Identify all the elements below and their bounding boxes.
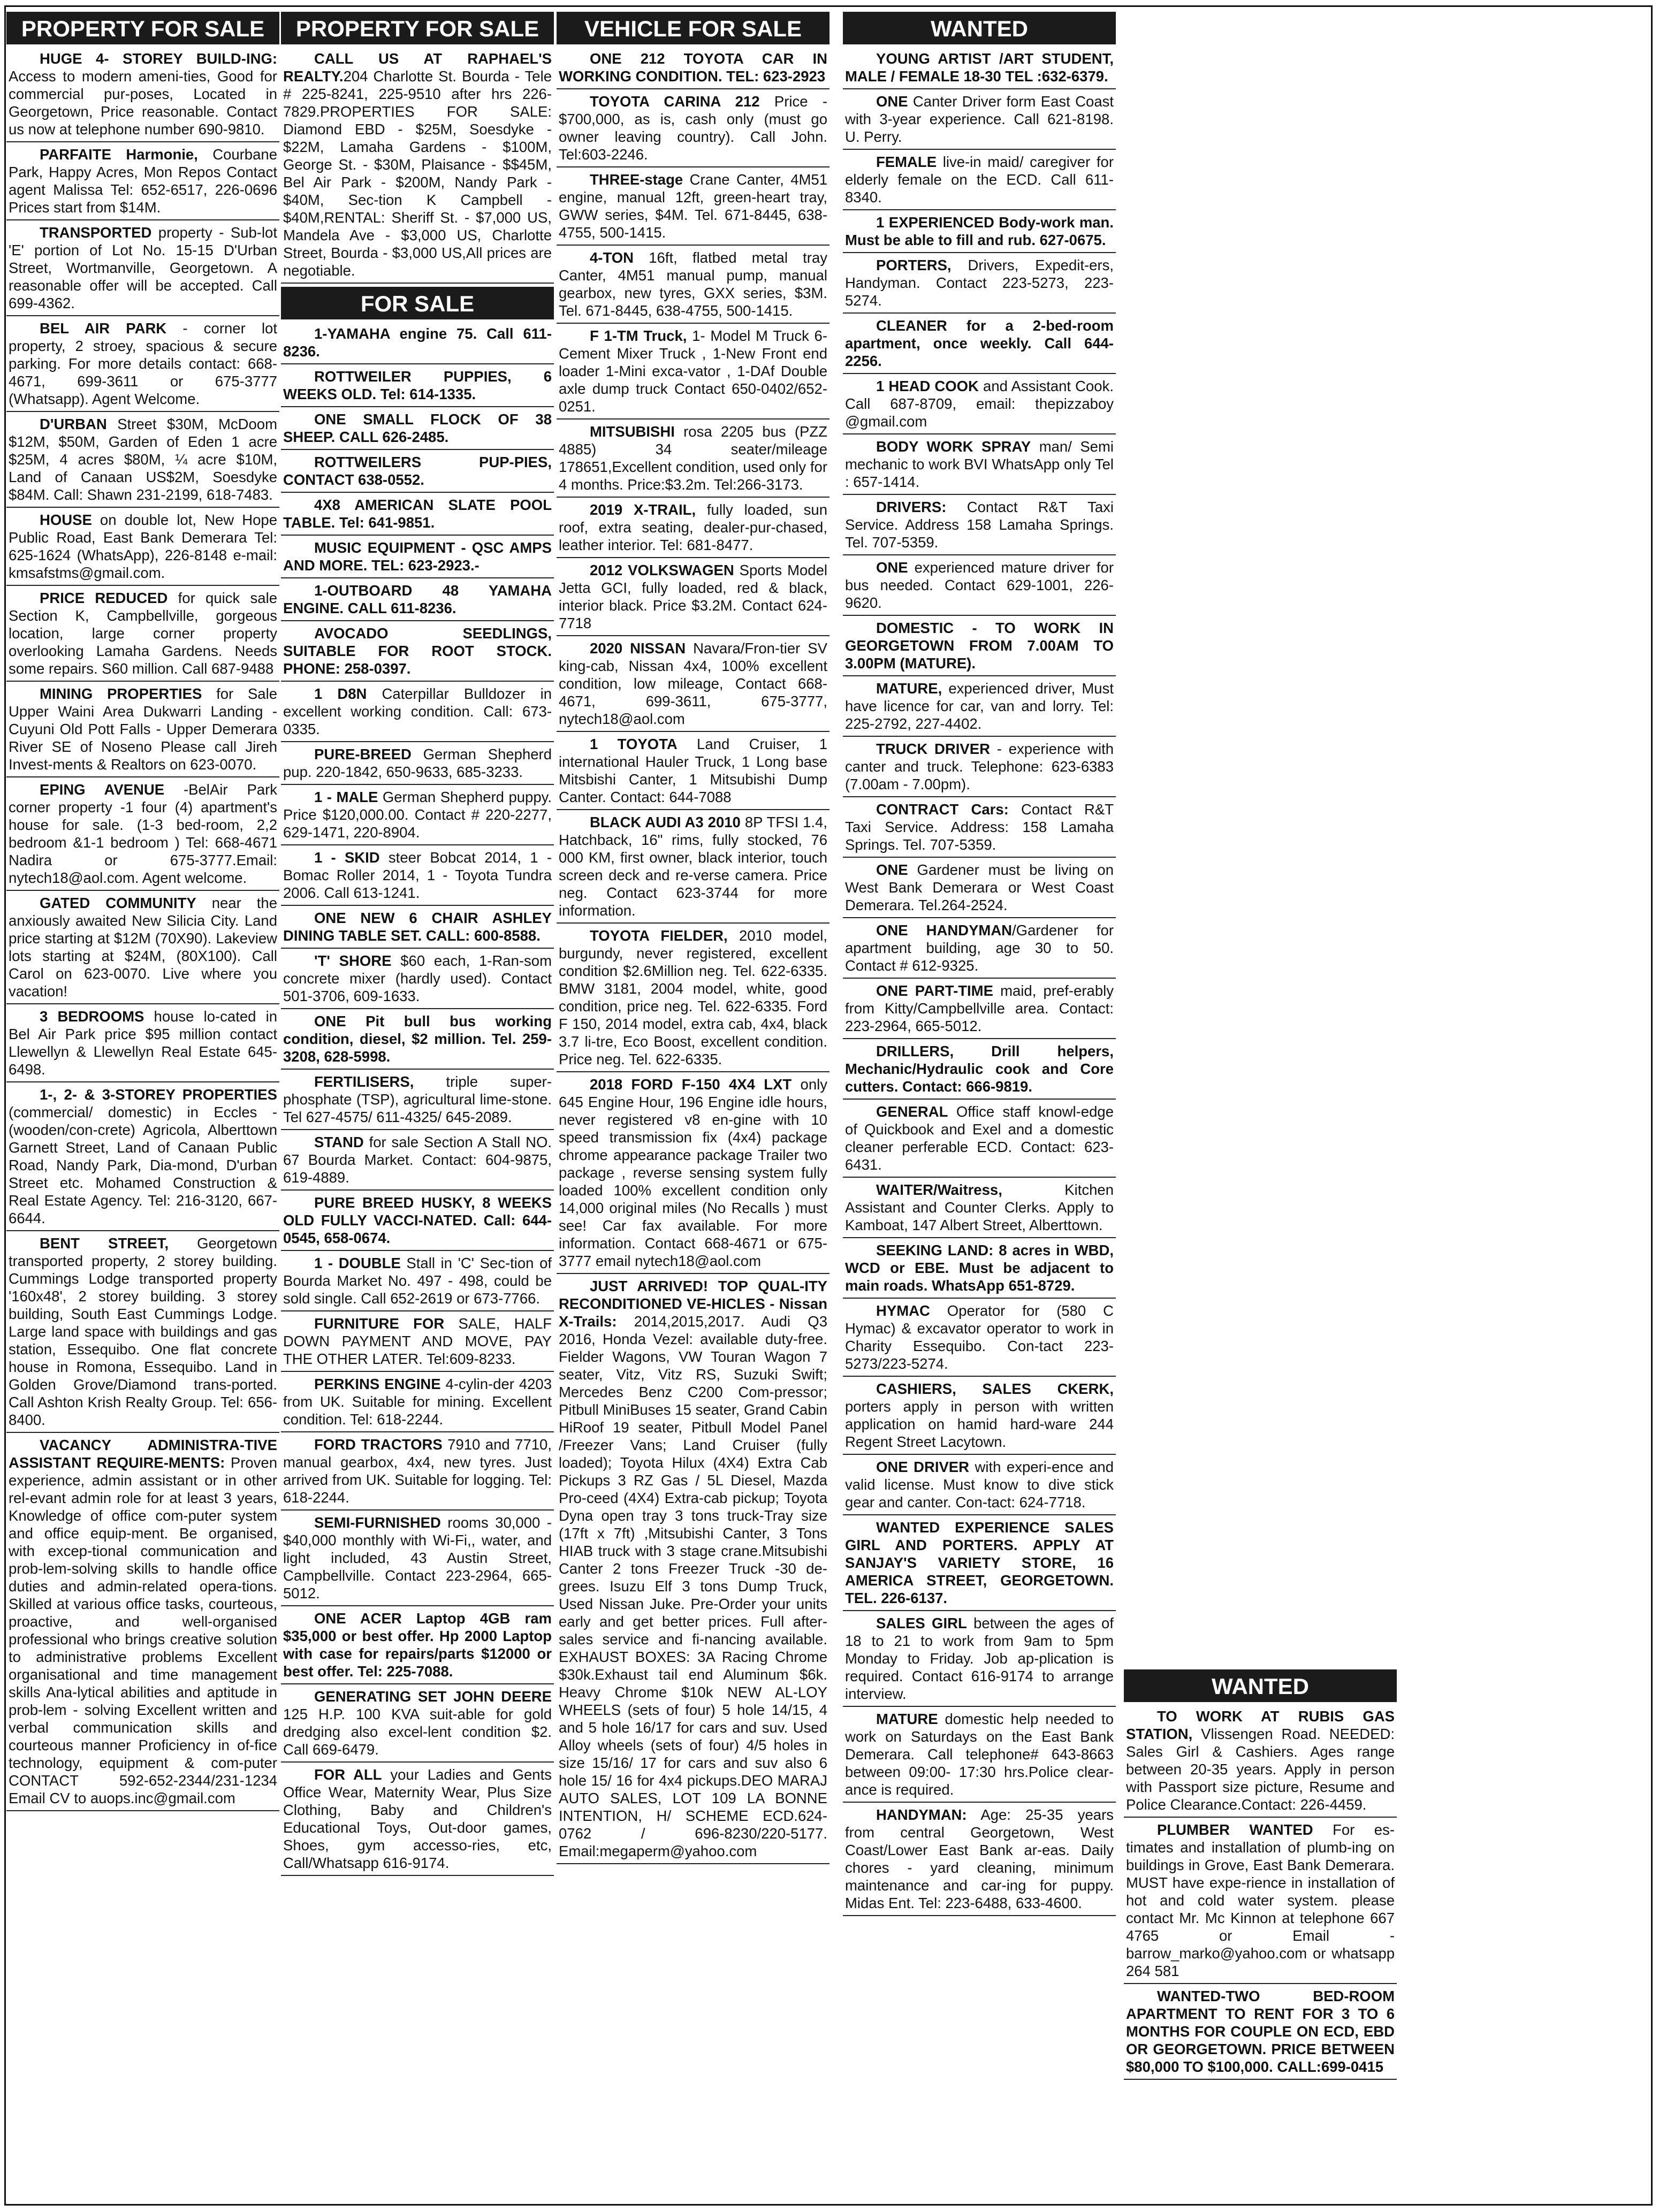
- ad-lead: CONTRACT Cars:: [876, 801, 1009, 818]
- ad-lead: 1 D8N: [314, 685, 367, 702]
- ad-lead: FEMALE: [876, 154, 937, 170]
- ad-text: Stall in 'C' Sec-tion of Bourda Market No. 497 - 498, could be sold single. Call 652-2619 or 673-7766.: [283, 1255, 552, 1307]
- classified-ad: [1124, 1820, 1397, 1984]
- ad-text: experienced driver, Must have licence for car, van and lorry. Tel: 225-2792, 227-4402.: [845, 680, 1114, 732]
- ad-text: $60 each, 1-Ran-som concrete mixer (hardly used). Contact 501-3706, 609-1633.: [283, 952, 552, 1004]
- classified-ad: [843, 1709, 1116, 1803]
- classified-ad: [843, 376, 1116, 434]
- classified-ad: [6, 223, 279, 316]
- ad-lead: 2012 VOLKSWAGEN: [590, 562, 734, 578]
- column-4: [843, 12, 1116, 1918]
- ad-text: triple super-phosphate (TSP), agricultural lime-stone. Tel 627-4575/ 611-4325/ 645-2089.: [283, 1073, 552, 1125]
- ad-text: Vlissengen Road. NEEDED: Sales Girl & Cashiers. Ages range between 20-35 years. Apply in person with Passport size picture, Resume and Police Clearance.Contact: 226-4459.: [1126, 1726, 1395, 1813]
- classified-ad: [281, 744, 554, 785]
- ad-lead: F 1-TM Truck,: [590, 327, 687, 344]
- classified-ad: [281, 1513, 554, 1606]
- ad-lead: 2018 FORD F-150 4X4 LXT: [590, 1076, 792, 1093]
- classified-ad: [843, 255, 1116, 314]
- ad-text: German Shepherd pup. 220-1842, 650-9633, 685-3233.: [283, 746, 552, 780]
- ad-lead: D'URBAN: [40, 416, 107, 432]
- column-2: [281, 12, 554, 1878]
- classified-ad: [281, 848, 554, 906]
- ad-text: Street $30M, McDoom $12M, $50M, Garden of Eden 1 acre $25M, 4 acres $80M, ¼ acre $10M, Land of Canaan US$2M, Soesdyke $84M. Call: Shawn 231-2199, 618-7483.: [9, 416, 277, 503]
- classified-ad: [843, 739, 1116, 797]
- classified-ad: [281, 1765, 554, 1876]
- ad-text: Operator for (580 C Hymac) & excavator operator to work in Charity Essequibo. Con-tact 223-5273/223-5274.: [845, 1302, 1114, 1372]
- classified-ad: [281, 1132, 554, 1191]
- ad-text: Canter Driver form East Coast with 3-year experience. Call 621-8198. U. Perry.: [845, 93, 1114, 145]
- ad-lead: 1 - SKID: [314, 849, 380, 866]
- ad-lead: ONE: [876, 861, 908, 878]
- ad-text: Georgetown transported property, 2 storey building. Cummings Lodge transported property '160x48', 2 storey building. 3 storey building, South East Cummings Lodge. Large land space with buildings and gas station, Essequibo. One flat concrete house in Romona, Essequibo. Land in Golden Grove/Diamond trans-ported. Call Ashton Krish Realty Group. Tel: 656-8400.: [9, 1235, 277, 1428]
- classified-ad: [6, 414, 279, 508]
- classified-ad: [843, 152, 1116, 210]
- ad-lead: BENT STREET,: [40, 1235, 169, 1252]
- classified-ad: [843, 437, 1116, 495]
- ad-lead: 2020 NISSAN: [590, 640, 686, 657]
- classified-ad: [843, 1301, 1116, 1377]
- classified-ad: [281, 1435, 554, 1511]
- classified-ad: [281, 495, 554, 536]
- ad-text: Office staff knowl-edge of Quickbook and Exel and a domestic cleaner perferable ECD. Contact: 623-6431.: [845, 1103, 1114, 1173]
- ad-lead: GENERATING SET JOHN DEERE: [314, 1688, 552, 1705]
- ad-lead: CASHIERS, SALES CKERK,: [876, 1380, 1114, 1397]
- classified-ad: [557, 49, 830, 89]
- classified-ad: [6, 588, 279, 682]
- ad-text: steer Bobcat 2014, 1 - Bomac Roller 2014, 1 - Toyota Tundra 2006. Call 613-1241.: [283, 849, 552, 901]
- ad-text: Contact R&T Taxi Service. Address 158 Lamaha Springs. Tel. 707-5359.: [845, 499, 1114, 551]
- ad-text: property - Sub-lot 'E' portion of Lot No. 15-15 D'Urban Street, Wortmanville, Georgetown. A reasonable offer will be accepted. Call 699-4362.: [9, 224, 277, 311]
- ad-lead: 4X8 AMERICAN SLATE POOL TABLE. Tel: 641-9851.: [283, 497, 552, 531]
- ad-lead: ONE: [876, 93, 908, 110]
- classified-ad: [557, 560, 830, 636]
- classified-ad: [281, 49, 554, 284]
- ad-text: maid, pref-erably from Kitty/Campbellville area. Contact: 223-2964, 665-5012.: [845, 982, 1114, 1034]
- ad-lead: FERTILISERS,: [314, 1073, 414, 1090]
- classified-ad: [557, 170, 830, 246]
- ad-text: Access to modern ameni-ties, Good for commercial pur-poses, Located in Georgetown, Price reasonable. Contact us now at telephone number 690-9810.: [9, 68, 277, 138]
- ad-lead: SALES GIRL: [876, 1615, 967, 1631]
- classified-ad: [6, 1435, 279, 1811]
- classified-ad: [843, 1517, 1116, 1611]
- ad-text: 1- Model M Truck 6-Cement Mixer Truck , 1-New Front end loader 1-Mini exca-vator , 1-DAf Double axle dump truck Contact 650-0402/652-0251.: [559, 327, 827, 415]
- classified-ad: [843, 618, 1116, 676]
- classified-ad: [6, 1233, 279, 1433]
- ad-lead: TO WORK AT RUBIS GAS STATION,: [1126, 1708, 1395, 1742]
- ad-text: German Shepherd puppy. Price $120,000.00. Contact # 220-2277, 629-1471, 220-8904.: [283, 789, 552, 841]
- ad-text: Caterpillar Bulldozer in excellent working condition. Call: 673-0335.: [283, 685, 552, 737]
- ad-text: your Ladies and Gents Office Wear, Maternity Wear, Plus Size Clothing, Baby and Children's Educational Toys, Out-door games, Shoes, gym accesso-ries, etc, Call/Whatsapp 616-9174.: [283, 1766, 552, 1871]
- ad-lead: DRILLERS, Drill helpers, Mechanic/Hydraulic cook and Core cutters. Contact: 666-9819.: [845, 1043, 1114, 1095]
- ad-text: 2010 model, burgundy, never registered, excellent condition $2.6Million neg. Tel. 622-6335. BMW 3181, 2004 model, white, good condition, price neg. Tel. 622-6335. Ford F 150, 2014 model, extra cab, 4x4, black 3.7 li-tre, Eco Boost, excellent condition. Price neg. Tel. 622-6335.: [559, 927, 827, 1067]
- ad-text: (commercial/ domestic) in Eccles - (wooden/con-crete) Agricola, Alberttown Garnett Street, Land of Canaan Public Road, Nandy Park, Dia-mond, D'urban Street etc. Mohamed Construction & Real Estate Agency. Tel: 216-3120, 667-6644.: [9, 1104, 277, 1226]
- classified-ad: [281, 787, 554, 845]
- ad-lead: BODY WORK SPRAY: [876, 438, 1031, 455]
- classified-ad: [281, 409, 554, 450]
- ad-lead: ONE Pit bull bus working condition, diesel, $2 million. Tel. 259-3208, 628-5998.: [283, 1013, 552, 1065]
- ad-lead: THREE-stage: [590, 171, 683, 188]
- ad-text: Drivers, Expedit-ers, Handyman. Contact 223-5273, 223-5274.: [845, 257, 1114, 309]
- classified-ad: [843, 91, 1116, 150]
- ad-lead: HUGE 4- STOREY BUILD-ING:: [40, 50, 277, 67]
- classified-ad: [557, 812, 830, 924]
- ad-lead: 4-TON: [590, 249, 634, 266]
- ad-lead: ROTTWEILER PUPPIES, 6 WEEKS OLD. Tel: 614-1335.: [283, 368, 552, 402]
- ad-lead: MINING PROPERTIES: [40, 685, 202, 702]
- ad-text: - experience with canter and truck. Telephone: 623-6383 (7.00am - 7.00pm).: [845, 741, 1114, 792]
- classified-ad: [6, 510, 279, 586]
- ad-text: man/ Semi mechanic to work BVI WhatsApp only Tel : 657-1414.: [845, 438, 1114, 490]
- ad-lead: MATURE: [876, 1711, 938, 1727]
- ad-text: and Assistant Cook. Call 687-8709, email: thepizzaboy @gmail.com: [845, 378, 1114, 430]
- ad-text: for Sale Upper Waini Area Dukwarri Landing -Cuyuni Old Pott Falls - Upper Demerara River SE of Noseno Please call Jireh Invest-ments & Realtors on 623-0070.: [9, 685, 277, 773]
- classified-ad: [557, 1276, 830, 1864]
- ad-text: Navara/Fron-tier SV king-cab, Nissan 4x4, 100% excellent condition, low mileage, Contact 668-4671, 699-3611, 675-3777, nytech18@aol.com: [559, 640, 827, 727]
- classified-ad: [6, 893, 279, 1004]
- ad-lead: HOUSE: [40, 512, 92, 528]
- ad-lead: 3 BEDROOMS: [40, 1008, 144, 1025]
- ad-lead: DOMESTIC - TO WORK IN GEORGETOWN FROM 7.00AM TO 3.00PM (MATURE).: [845, 620, 1114, 672]
- ad-lead: ONE NEW 6 CHAIR ASHLEY DINING TABLE SET. CALL: 600-8588.: [283, 910, 552, 944]
- classified-ad: [6, 318, 279, 412]
- ad-text: between the ages of 18 to 21 to work from 9am to 5pm Monday to Friday. Job ap-plication is required. Contact 616-9174 to arrange interview.: [845, 1615, 1114, 1702]
- classified-ad: [281, 1314, 554, 1372]
- ad-text: Price - $700,000, as is, cash only (must go owner leaving country). Call John. Tel:603-2246.: [559, 93, 828, 163]
- ad-lead: 1-YAMAHA engine 75. Call 611-8236.: [283, 325, 552, 360]
- ad-text: on double lot, New Hope Public Road, East Bank Demerara Tel: 625-1624 (WhatsApp), 226-8148 e-mail: kmsafstms@gmail.com.: [9, 512, 277, 581]
- ad-lead: CALL US AT RAPHAEL'S REALTY.: [283, 50, 552, 85]
- classified-ad: [843, 558, 1116, 616]
- ad-lead: DRIVERS:: [876, 499, 947, 515]
- ad-text: For es-timates and installation of plumb-ing on buildings in Grove, East Bank Demerara. MUST have expe-rience in installation of hot and cold water system. please contact Mr. Mc Kinnon at telephone 667 4765 or Email - barrow_marko@yahoo.com or whatsapp 264 581: [1126, 1821, 1395, 1979]
- classified-ad: [843, 678, 1116, 737]
- ad-text: for quick sale Section K, Campbellville, gorgeous location, large corner property overlooking Lamaha Gardens. Needs some repairs. S60 million. Call 687-9488: [9, 590, 277, 677]
- classified-ad: [1124, 1706, 1397, 1818]
- ad-text: with experi-ence and valid license. Must know to dive stick gear and canter. Con-tact: 624-7718.: [845, 1459, 1114, 1511]
- ad-text: 8P TFSI 1.4, Hatchback, 16" rims, fully stocked, 76 000 KM, first owner, black interior, touch screen deck and re-verse camera. Price neg. Contact 623-3744 for more information.: [559, 814, 827, 919]
- classified-ad: [281, 1193, 554, 1251]
- ad-text: Age: 25-35 years from central Georgetown, West Coast/Lower East Bank ar-eas. Daily chores - yard cleaning, minimum maintenance and car-ing for puppy. Midas Ent. Tel: 223-6488, 633-4600.: [845, 1806, 1114, 1911]
- ad-text: for sale Section A Stall NO. 67 Bourda Market. Contact: 604-9875, 619-4889.: [283, 1134, 552, 1186]
- ad-lead: PLUMBER WANTED: [1157, 1821, 1313, 1838]
- classified-ad: [843, 1102, 1116, 1178]
- classified-ad: [6, 49, 279, 142]
- classified-ad: [6, 1085, 279, 1231]
- ad-lead: SEMI-FURNISHED: [314, 1514, 441, 1531]
- ad-lead: 2019 X-TRAIL,: [590, 501, 696, 518]
- ad-lead: EPING AVENUE: [40, 781, 165, 798]
- ad-text: Courbane Park, Happy Acres, Mon Repos Contact agent Malissa Tel: 652-6517, 226-0696 Prices start from $14M.: [9, 146, 277, 216]
- ad-lead: STAND: [314, 1134, 364, 1150]
- ad-lead: PURE BREED HUSKY, 8 WEEKS OLD FULLY VACCI-NATED. Call: 644-0545, 658-0674.: [283, 1194, 552, 1246]
- classified-ad: [557, 734, 830, 810]
- classified-ad: [281, 908, 554, 949]
- ad-lead: BEL AIR PARK: [40, 320, 167, 337]
- ad-lead: CLEANER for a 2-bed-room apartment, once weekly. Call 644-2256.: [845, 317, 1114, 369]
- classified-ad: [281, 951, 554, 1009]
- ad-lead: 1-, 2- & 3-STOREY PROPERTIES: [40, 1086, 277, 1103]
- classified-ad: [6, 780, 279, 891]
- classified-ad: [281, 684, 554, 742]
- classified-ad: [1124, 1986, 1397, 2080]
- ad-text: house lo-cated in Bel Air Park price $95 million contact Llewellyn & Llewellyn Real Estate 645-6498.: [9, 1008, 277, 1078]
- classified-ad: [843, 1041, 1116, 1100]
- ad-text: 125 H.P. 100 KVA suit-able for gold dredging also excel-lent condition $2. Call 669-6479.: [283, 1706, 552, 1758]
- ad-text: Kitchen Assistant and Counter Clerks. Apply to Kamboat, 147 Albert Street, Alberttown.: [845, 1181, 1114, 1233]
- classified-ad: [843, 1180, 1116, 1238]
- column-5: [1124, 1669, 1397, 2082]
- ad-lead: JUST ARRIVED! TOP QUAL-ITY RECONDITIONED VE-HICLES - Nissan X-Trails:: [559, 1278, 827, 1330]
- ad-text: Contact R&T Taxi Service. Address: 158 Lamaha Springs. Tel. 707-5359.: [845, 801, 1114, 853]
- ad-text: only 645 Engine Hour, 196 Engine idle hours, never registered v8 en-gine with 10 speed transmission fix (4x4) package chrome appearance package Trailer two package , reverse sensing system fully loaded 100% excellent condition only 14,000 original miles (No Recalls ) must see! Car fax available. For more information. Contact 668-4671 or 675-3777 email nytech18@aol.com: [559, 1076, 828, 1269]
- ad-text: 16ft, flatbed metal tray Canter, 4M51 manual pump, manual gearbox, new tyres, GXX series, $3M. Tel. 671-8445, 638-4755, 500-1415.: [559, 249, 827, 319]
- ad-lead: AVOCADO SEEDLINGS, SUITABLE FOR ROOT STOCK. PHONE: 258-0397.: [283, 625, 552, 677]
- classified-ad: [281, 1011, 554, 1070]
- ad-text: live-in maid/ caregiver for elderly female on the ECD. Call 611-8340.: [845, 154, 1114, 205]
- ad-lead: 1-OUTBOARD 48 YAMAHA ENGINE. CALL 611-8236.: [283, 582, 552, 616]
- ad-lead: ONE HANDYMAN: [876, 922, 1013, 939]
- section-header: VEHICLE FOR SALE: [557, 12, 830, 44]
- ad-lead: PRICE REDUCED: [40, 590, 168, 606]
- ad-text: porters apply in person with written application on hamid hard-ware 244 Regent Street Lacytown.: [845, 1398, 1114, 1450]
- classified-ad: [843, 1240, 1116, 1299]
- classified-ad: [6, 144, 279, 220]
- ad-text: 204 Charlotte St. Bourda - Tele # 225-8241, 225-9510 after hrs 226-7829.PROPERTIES FOR SALE: Diamond EBD - $25M, Soesdyke - $22M, Lamaha Gardens - $100M, George St. - $30M, Plaisance - $$45M, Bel Air Park - $200M, Nandy Park - $40M, Sec-tion K Campbell - $40M,RENTAL: Sheriff St. - $7,000 US, Mandela Ave - $3,000 US, Charlotte Street, Bourda - $3,000 US,All prices are negotiable.: [283, 68, 552, 279]
- column-1: [6, 12, 279, 1813]
- ad-text: Gardener must be living on West Bank Demerara or West Coast Demerara. Tel.264-2524.: [845, 861, 1114, 913]
- ad-lead: VACANCY ADMINISTRA-TIVE ASSISTANT REQUIRE-MENTS:: [9, 1437, 277, 1471]
- classified-ad: [843, 1613, 1116, 1707]
- ad-lead: TOYOTA CARINA 212: [590, 93, 760, 110]
- section-header: FOR SALE: [281, 287, 554, 319]
- ad-text: Proven experience, admin assistant or in other rel-evant admin role for at least 3 years, Knowledge of office com-puter system and office equip-ment. Be organised, with excep-tional communication and prob-lem-solving skills to handle office duties and admin-related opera-tions. Skilled at various office tasks, courteous, proactive, and well-organised professional who brings creative solution to administrative problems Excellent organisational and time management skills Ana-lytical abilities and aptitude in prob-lem - solving Excellent written and verbal communication skills and courteous manner Proficiency in of-fice technology, equipment & com-puter CONTACT 592-652-2344/231-1234 Email CV to auops.inc@gmail.com: [9, 1454, 277, 1806]
- classified-ad: [281, 581, 554, 621]
- classified-ad: [843, 1379, 1116, 1455]
- ad-lead: HYMAC: [876, 1302, 930, 1319]
- ad-lead: FURNITURE FOR: [314, 1315, 445, 1332]
- classified-ad: [557, 91, 830, 167]
- classified-ad: [281, 367, 554, 407]
- ad-lead: SEEKING LAND: 8 acres in WBD, WCD or EBE. Must be adjacent to main roads. WhatsApp 651-8729.: [845, 1242, 1114, 1294]
- ad-text: rooms 30,000 - $40,000 monthly with Wi-Fi,, water, and light included, 43 Austin Street, Campbellville. Contact 223-2964, 665-5012.: [283, 1514, 552, 1601]
- ad-lead: WAITER/Waitress,: [876, 1181, 1002, 1198]
- classified-ad: [557, 638, 830, 732]
- ad-lead: FORD TRACTORS: [314, 1436, 443, 1453]
- ad-lead: 1 TOYOTA: [590, 736, 678, 752]
- ad-lead: MUSIC EQUIPMENT - QSC AMPS AND MORE. TEL: 623-2923.-: [283, 539, 552, 574]
- ad-lead: PERKINS ENGINE: [314, 1376, 441, 1392]
- ad-lead: PURE-BREED: [314, 746, 412, 762]
- ad-lead: GATED COMMUNITY: [40, 895, 196, 911]
- classified-ad: [843, 212, 1116, 253]
- classified-ad: [281, 1374, 554, 1432]
- ad-lead: ONE DRIVER: [876, 1459, 969, 1475]
- ad-lead: YOUNG ARTIST /ART STUDENT, MALE / FEMALE 18-30 TEL :632-6379.: [845, 50, 1114, 85]
- ad-text: 7910 and 7710, manual gearbox, 4x4, new tyres. Just arrived from UK. Suitable for logging. Tel: 618-2244.: [283, 1436, 552, 1506]
- ad-lead: MATURE,: [876, 680, 942, 697]
- classified-ad: [843, 860, 1116, 918]
- ad-lead: 1 - DOUBLE: [314, 1255, 401, 1271]
- ad-lead: 1 - MALE: [314, 789, 378, 805]
- ad-text: Land Cruiser, 1 international Hauler Truck, 1 Long base Mitsbishi Canter, 1 Mitsubishi Dump Canter. Contact: 644-7088: [559, 736, 827, 805]
- ad-text: - corner lot property, 2 stroey, spacious & secure parking. For more details contact: 668-4671, 699-3611 or 675-3777 (Whatsapp). Agent Welcome.: [9, 320, 277, 407]
- section-header: WANTED: [1124, 1669, 1397, 1702]
- section-header: WANTED: [843, 12, 1116, 44]
- ad-text: Crane Canter, 4M51 engine, manual 12ft, green-heart tray, GWW series, $4M. Tel. 671-8445, 638-4755, 500-1415.: [559, 171, 827, 241]
- classified-ad: [843, 49, 1116, 89]
- ad-lead: PORTERS,: [876, 257, 952, 273]
- classified-ad: [843, 497, 1116, 555]
- ad-text: 2014,2015,2017. Audi Q3 2016, Honda Vezel: available duty-free. Fielder Wagons, VW Touran Wagon 7 seater, Vitz, Vitz RS, Suzuki Swift; Mercedes Benz C200 Com-pressor; Pitbull MiniBuses 15 seater, Grand Cabin HiRoof 19 seater, Pitbull Model Panel /Freezer Vans; Land Cruiser (fully loaded); Toyota Hilux (4X4) Extra Cab Pickups 3 RZ Gas / 5L Diesel, Mazda Pro-ceed (4X4) Extra-cab pickup; Toyota Dyna open tray 3 tons truck-Tray size (17ft x 7ft) ,Mitsubishi Canter, 3 Tons HIAB truck with 3 stage crane.Mitsubishi Canter 2 tons Freezer Truck -30 de-grees. Isuzu Elf 3 tons Dump Truck, Used Nissan Juke. Pre-Order your units early and get better prices. Full after-sales service and fi-nancing available. EXHAUST BOXES: 3A Racing Chrome $30k.Exhaust tail end Aluminum $6k. Heavy Chrome $10k NEW AL-LOY WHEELS (sets of four) 5 hole 14/15, 4 and 5 hole 16/17 for cars and suv. Used Alloy wheels (sets of four) 4/5 holes in size 15/16/ 17 for cars and suv also 6 hole 15/ 16 for 4x4 pickups.DEO MARAJ AUTO SALES, LOT 109 LA BONNE INTENTION, H/ SCHEME ECD.624-0762 / 696-8230/220-5177. Email:megaperm@yahoo.com: [559, 1313, 827, 1859]
- classified-ad: [843, 316, 1116, 374]
- ad-lead: 1 HEAD COOK: [876, 378, 979, 394]
- classified-ad: [843, 799, 1116, 858]
- ad-lead: PARFAITE Harmonie,: [40, 146, 198, 163]
- ad-lead: 'T' SHORE: [314, 952, 392, 969]
- ad-lead: MITSUBISHI: [590, 423, 675, 440]
- section-header: PROPERTY FOR SALE: [6, 12, 279, 44]
- ad-lead: BLACK AUDI A3 2010: [590, 814, 741, 830]
- ad-text: SALE, HALF DOWN PAYMENT AND MOVE, PAY THE OTHER LATER. Tel:609-8233.: [283, 1315, 552, 1367]
- classified-ad: [281, 1253, 554, 1311]
- classified-ad: [843, 920, 1116, 979]
- ad-lead: ONE: [876, 559, 908, 576]
- classified-ad: [557, 1074, 830, 1274]
- classified-ad: [557, 926, 830, 1072]
- column-3: [557, 12, 830, 1866]
- ad-lead: ONE PART-TIME: [876, 982, 993, 999]
- ad-lead: ROTTWEILERS PUP-PIES, CONTACT 638-0552.: [283, 454, 552, 488]
- ad-lead: TOYOTA FIELDER,: [590, 927, 728, 944]
- ad-text: near the anxiously awaited New Silicia City. Land price starting at $12M (70X90). Lakeview lots starting at $24M, (80X100). Call Carol on 623-0070. Live where you vacation!: [9, 895, 277, 1000]
- ad-lead: TRUCK DRIVER: [876, 741, 990, 757]
- classified-ad: [281, 324, 554, 364]
- ad-lead: TRANSPORTED: [40, 224, 152, 241]
- ad-lead: ONE 212 TOYOTA CAR IN WORKING CONDITION. TEL: 623-2923: [559, 50, 827, 85]
- classified-ad: [557, 500, 830, 558]
- classified-ad: [6, 684, 279, 777]
- section-header: PROPERTY FOR SALE: [281, 12, 554, 44]
- ad-lead: FOR ALL: [314, 1766, 382, 1783]
- classified-ad: [281, 623, 554, 682]
- ad-text: 4-cylin-der 4203 from UK. Suitable for mining. Excellent condition. Tel: 618-2244.: [283, 1376, 552, 1428]
- classified-ad: [281, 1687, 554, 1763]
- classified-ad: [557, 422, 830, 498]
- classified-ad: [843, 1457, 1116, 1515]
- ad-text: rosa 2205 bus (PZZ 4885) 34 seater/mileage 178651,Excellent condition, used only for 4 months. Price:$3.2m. Tel:266-3173.: [559, 423, 827, 493]
- classified-ad: [281, 1072, 554, 1130]
- ad-lead: GENERAL: [876, 1103, 948, 1120]
- ad-lead: WANTED EXPERIENCE SALES GIRL AND PORTERS. APPLY AT SANJAY'S VARIETY STORE, 16 AMERICA STREET, GEORGETOWN. TEL. 226-6137.: [845, 1519, 1114, 1606]
- classified-ad: [843, 1805, 1116, 1916]
- ad-text: Sports Model Jetta GCI, fully loaded, red & black, interior black. Price $3.2M. Contact 624-7718: [559, 562, 827, 631]
- ad-text: -BelAir Park corner property -1 four (4) apartment's house for sale. (1-3 bed-room, 2,2 bedroom &1-1 bedroom ) Tel: 668-4671 Nadira or 675-3777.Email: nytech18@aol.com. Agent welcome.: [9, 781, 277, 886]
- ad-text: fully loaded, sun roof, extra seating, dealer-pur-chased, leather interior. Tel: 681-8477.: [559, 501, 827, 553]
- ad-lead: ONE SMALL FLOCK OF 38 SHEEP. CALL 626-2485.: [283, 411, 552, 445]
- classified-ad: [281, 452, 554, 493]
- ad-lead: ONE ACER Laptop 4GB ram $35,000 or best offer. Hp 2000 Laptop with case for repairs/parts $12000 or best offer. Tel: 225-7088.: [283, 1610, 552, 1680]
- ad-text: experienced mature driver for bus needed. Contact 629-1001, 226-9620.: [845, 559, 1114, 611]
- classified-ad: [557, 326, 830, 419]
- ad-lead: HANDYMAN:: [876, 1806, 967, 1823]
- classified-ad: [843, 981, 1116, 1039]
- ad-text: /Gardener for apartment building, age 30 to 50. Contact # 612-9325.: [845, 922, 1114, 974]
- ad-lead: WANTED-TWO BED-ROOM APARTMENT TO RENT FOR 3 TO 6 MONTHS FOR COUPLE ON ECD, EBD OR GEORGETOWN. PRICE BETWEEN $80,000 TO $100,000. CALL:699-0415: [1126, 1988, 1395, 2075]
- ad-text: domestic help needed to work on Saturdays on the East Bank Demerara. Call telephone# 643-8663 between 09:00- 17:30 hrs.Police clear-ance is required.: [845, 1711, 1114, 1798]
- classified-ad: [281, 538, 554, 578]
- classified-ad: [6, 1006, 279, 1082]
- classified-ad: [281, 1608, 554, 1684]
- ad-lead: 1 EXPERIENCED Body-work man. Must be able to fill and rub. 627-0675.: [845, 214, 1114, 248]
- classified-ad: [557, 248, 830, 324]
